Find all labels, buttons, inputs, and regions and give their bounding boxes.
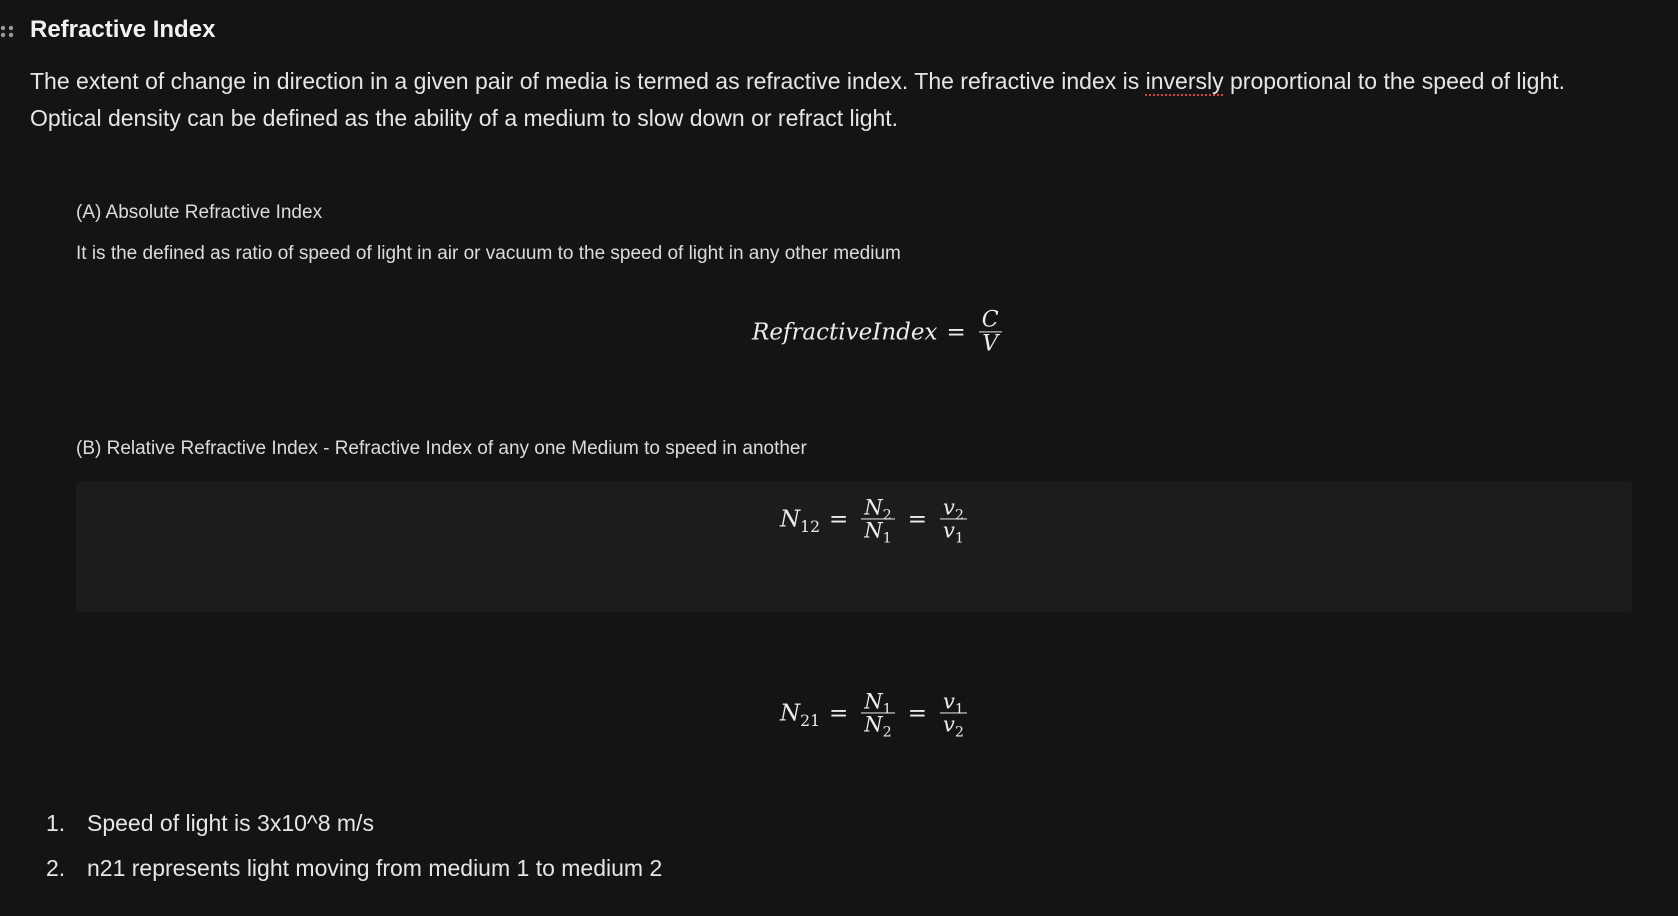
fraction-denominator: $N_2$ bbox=[864, 712, 892, 741]
equals-sign: = bbox=[829, 700, 849, 726]
list-marker: 2. bbox=[46, 855, 66, 881]
fraction-denominator: $v_1$ bbox=[943, 518, 964, 547]
relative-index-formula-12[interactable] bbox=[780, 495, 971, 547]
fraction bbox=[861, 689, 894, 741]
section-heading: Refractive Index bbox=[30, 16, 216, 43]
equals-sign: = bbox=[907, 506, 928, 532]
list-marker: 1. bbox=[46, 810, 66, 836]
fraction-denominator: $v_2$ bbox=[943, 712, 964, 741]
absolute-index-title: (A) Absolute Refractive Index bbox=[76, 202, 323, 223]
absolute-index-formula[interactable] bbox=[752, 308, 1006, 355]
formula-lhs: RefractiveIndex bbox=[752, 319, 938, 345]
fraction-numerator: $N_2$ bbox=[861, 496, 894, 519]
fraction-numerator: $v_1$ bbox=[940, 690, 967, 713]
intro-text-end: proportional to the speed of light. Optical density can be defined as the ability of a medium to slow down or refract light. bbox=[30, 68, 1566, 131]
formula-lhs: $N_{12}$ bbox=[780, 506, 821, 536]
intro-paragraph bbox=[30, 63, 1640, 137]
fraction-denominator: V bbox=[982, 331, 999, 357]
fraction bbox=[940, 495, 967, 547]
fraction-denominator: $N_1$ bbox=[864, 518, 892, 547]
equals-sign: = bbox=[946, 319, 966, 345]
list-item-text: Speed of light is 3x10^8 m/s bbox=[87, 810, 374, 836]
relative-index-formula-21[interactable] bbox=[780, 689, 971, 741]
fraction bbox=[979, 308, 1002, 355]
absolute-index-definition: It is the defined as ratio of speed of light in air or vacuum to the speed of light in any other medium bbox=[76, 243, 901, 264]
relative-index-title: (B) Relative Refractive Index - Refractive Index of any one Medium to speed in another bbox=[76, 438, 807, 459]
fraction-numerator: C bbox=[979, 308, 1002, 332]
formula-lhs: $N_{21}$ bbox=[780, 700, 821, 730]
list-item-text: n21 represents light moving from medium 1 to medium 2 bbox=[87, 855, 663, 881]
fraction-numerator: $v_2$ bbox=[940, 496, 967, 519]
drag-handle-icon[interactable] bbox=[0, 24, 14, 38]
fraction bbox=[940, 689, 967, 741]
equals-sign: = bbox=[907, 700, 928, 726]
fraction-numerator: $N_1$ bbox=[861, 690, 894, 713]
fraction bbox=[861, 495, 894, 547]
intro-text-start: The extent of change in direction in a given pair of media is termed as refractive index. The refractive index is bbox=[30, 68, 1146, 94]
equals-sign: = bbox=[829, 506, 849, 532]
misspelled-word[interactable]: inversly bbox=[1145, 68, 1224, 94]
